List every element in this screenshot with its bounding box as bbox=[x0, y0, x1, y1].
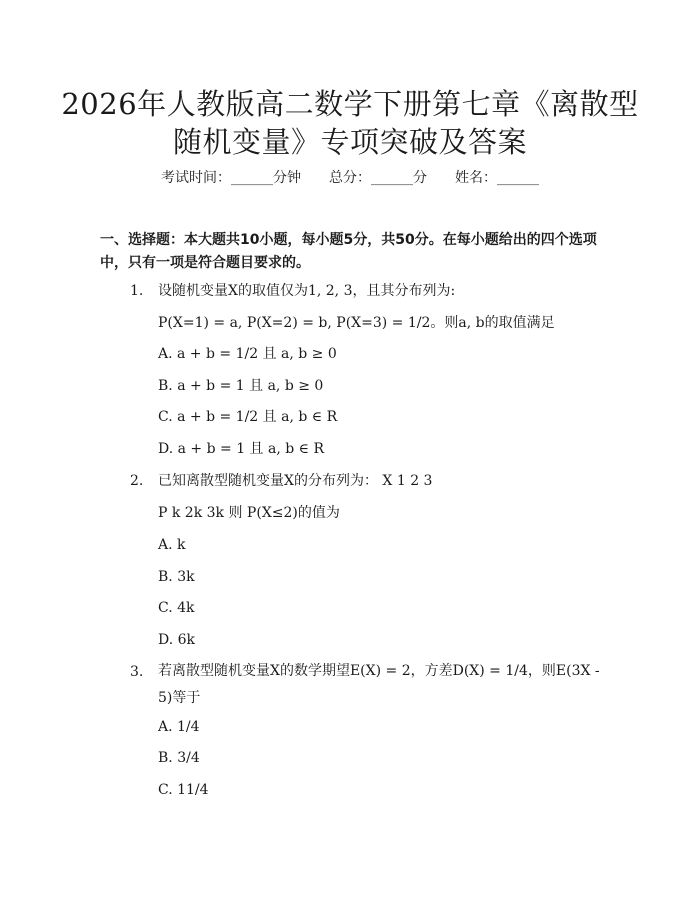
question-3-option-c: C. 11/4 bbox=[158, 782, 209, 798]
question-3-stem-text: 若离散型随机变量X的数学期望E(X) = 2，方差D(X) = 1/4，则E(3X - 5)等于 bbox=[158, 663, 600, 706]
question-3-option-b: B. 3/4 bbox=[158, 750, 200, 766]
exam-total-score: 总分：______分 bbox=[329, 170, 427, 186]
document-title-line-2: 随机变量》专项突破及答案 bbox=[172, 125, 527, 159]
question-1-option-d: D. a + b = 1 且 a, b ∈ R bbox=[158, 441, 325, 457]
question-2-number: 2. bbox=[130, 473, 144, 489]
question-1-stem-continued: P(X=1) = a, P(X=2) = b, P(X=3) = 1/2。则a, b的取值满足 bbox=[158, 315, 555, 331]
question-1-stem: 设随机变量X的取值仅为1, 2, 3，且其分布列为: bbox=[158, 283, 456, 299]
question-1-option-c: C. a + b = 1/2 且 a, b ∈ R bbox=[158, 409, 338, 425]
student-name-field: 姓名：______ bbox=[455, 170, 539, 186]
question-3-stem bbox=[158, 658, 613, 712]
question-2-option-c: C. 4k bbox=[158, 600, 195, 616]
question-3-number: 3. bbox=[130, 664, 144, 680]
question-3-option-a: A. 1/4 bbox=[158, 719, 200, 735]
section-heading-multiple-choice: 一、选择题：本大题共10小题，每小题5分，共50分。在每小题给出的四个选项中，只有一项是符合题目要求的。 bbox=[100, 232, 597, 271]
question-2-stem-continued: P k 2k 3k 则 P(X≤2)的值为 bbox=[158, 505, 340, 521]
question-2-option-b: B. 3k bbox=[158, 569, 195, 585]
question-2-stem: 已知离散型随机变量X的分布列为： X 1 2 3 bbox=[158, 473, 433, 489]
exam-meta bbox=[0, 168, 700, 188]
document-title-line-1: 2026年人教版高二数学下册第七章《离散型 bbox=[61, 87, 639, 121]
question-2-option-a: A. k bbox=[158, 537, 186, 553]
question-1-option-b: B. a + b = 1 且 a, b ≥ 0 bbox=[158, 378, 324, 394]
question-1-number: 1. bbox=[130, 283, 144, 299]
exam-time: 考试时间：______分钟 bbox=[161, 170, 301, 186]
question-1-option-a: A. a + b = 1/2 且 a, b ≥ 0 bbox=[158, 346, 337, 362]
question-2-option-d: D. 6k bbox=[158, 632, 196, 648]
